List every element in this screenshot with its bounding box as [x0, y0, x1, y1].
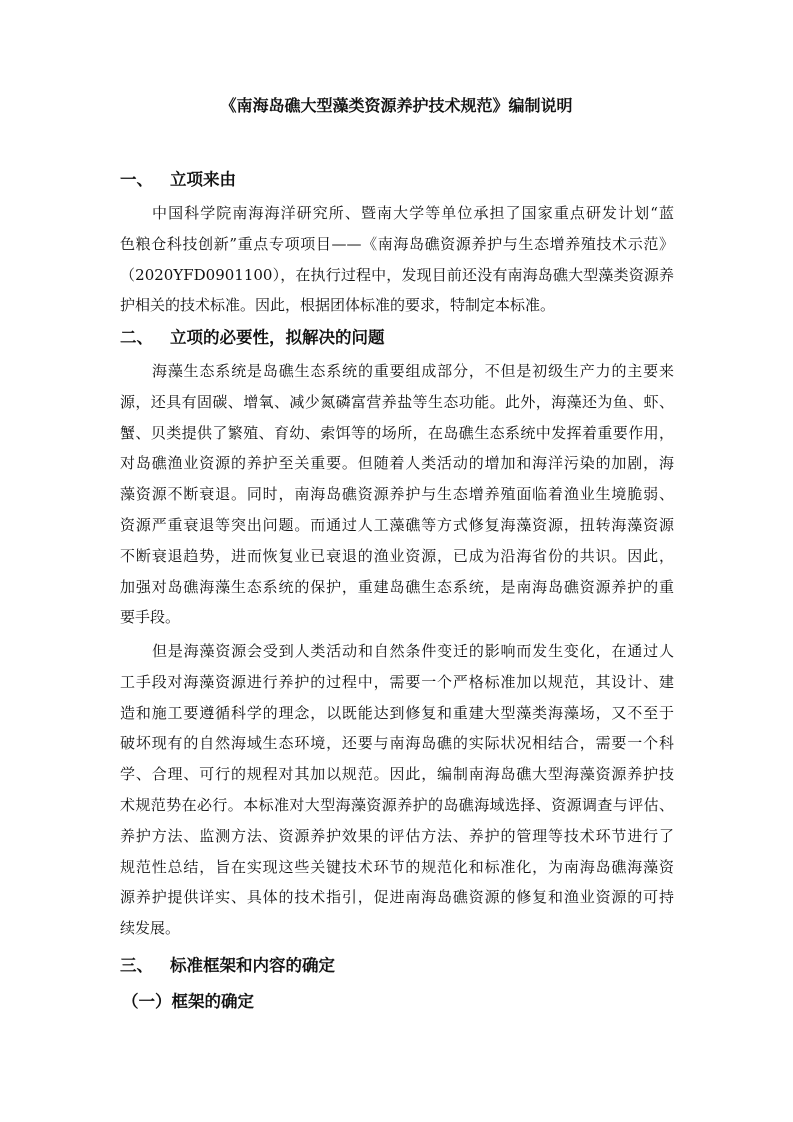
section-title: 立项来由 [170, 170, 236, 189]
section-title: 标准框架和内容的确定 [170, 956, 335, 975]
text-line: 源，还具有固碳、增氧、减少氮磷富营养盐等生态功能。此外，海藻还为鱼、虾、 [120, 392, 674, 411]
section-heading-1 [120, 168, 236, 192]
text-line: 海藻生态系统是岛礁生态系统的重要组成部分，不但是初级生产力的主要来 [152, 362, 674, 380]
text-line: 加强对岛礁海藻生态系统的保护，重建岛礁生态系统，是南海岛礁资源养护的重 [120, 577, 674, 596]
subsection-heading: （一）框架的确定 [122, 992, 254, 1011]
section-number: 二、 [120, 328, 153, 347]
text-line: 工手段对海藻资源进行养护的过程中，需要一个严格标准加以规范，其设计、建 [120, 672, 674, 691]
text-line: 养护方法、监测方法、资源养护效果的评估方法、养护的管理等技术环节进行了 [120, 826, 674, 845]
section-heading-3 [120, 954, 335, 978]
text-line: （2020YFD0901100），在执行过程中，发现目前还没有南海岛礁大型藻类资源养 [120, 265, 674, 284]
text-line: 续发展。 [120, 919, 181, 938]
text-line: 色粮仓科技创新”重点专项项目——《南海岛礁资源养护与生态增养殖技术示范》 [120, 234, 674, 253]
text-line: 造和施工要遵循科学的理念，以既能达到修复和重建大型藻类海藻场，又不至于 [120, 703, 674, 722]
text-line: 但是海藻资源会受到人类活动和自然条件变迁的影响而发生变化，在通过人 [152, 642, 674, 660]
paragraph-3 [120, 636, 674, 944]
text-line: 对岛礁渔业资源的养护至关重要。但随着人类活动的增加和海洋污染的加剧，海 [120, 454, 674, 473]
text-line: 规范性总结，旨在实现这些关键技术环节的规范化和标准化，为南海岛礁海藻资 [120, 857, 674, 876]
document-title: 《南海岛礁大型藻类资源养护技术规范》编制说明 [220, 96, 573, 115]
text-line: 资源严重衰退等突出问题。而通过人工藻礁等方式修复海藻资源，扭转海藻资源 [120, 515, 674, 534]
paragraph-2 [120, 356, 674, 633]
text-line: 藻资源不断衰退。同时，南海岛礁资源养护与生态增养殖面临着渔业生境脆弱、 [120, 485, 674, 504]
section-heading-2 [120, 326, 385, 350]
section-number: 一、 [120, 170, 153, 189]
text-line: 不断衰退趋势，进而恢复业已衰退的渔业资源，已成为沿海省份的共识。因此， [120, 546, 674, 565]
section-title: 立项的必要性，拟解决的问题 [170, 328, 385, 347]
text-line: 术规范势在必行。本标准对大型海藻资源养护的岛礁海域选择、资源调查与评估、 [120, 795, 674, 814]
paragraph-1 [120, 198, 674, 321]
text-line: 蟹、贝类提供了繁殖、育幼、索饵等的场所，在岛礁生态系统中发挥着重要作用， [120, 423, 674, 442]
text-line: 学、合理、可行的规程对其加以规范。因此，编制南海岛礁大型海藻资源养护技 [120, 765, 674, 784]
text-line: 破坏现有的自然海域生态环境，还要与南海岛礁的实际状况相结合，需要一个科 [120, 734, 674, 753]
text-line: 中国科学院南海海洋研究所、暨南大学等单位承担了国家重点研发计划“蓝 [152, 204, 674, 222]
text-line: 护相关的技术标准。因此，根据团体标准的要求，特制定本标准。 [120, 296, 556, 315]
text-line: 源养护提供详实、具体的技术指引，促进南海岛礁资源的修复和渔业资源的可持 [120, 888, 674, 907]
text-line: 要手段。 [120, 608, 181, 627]
section-number: 三、 [120, 956, 153, 975]
